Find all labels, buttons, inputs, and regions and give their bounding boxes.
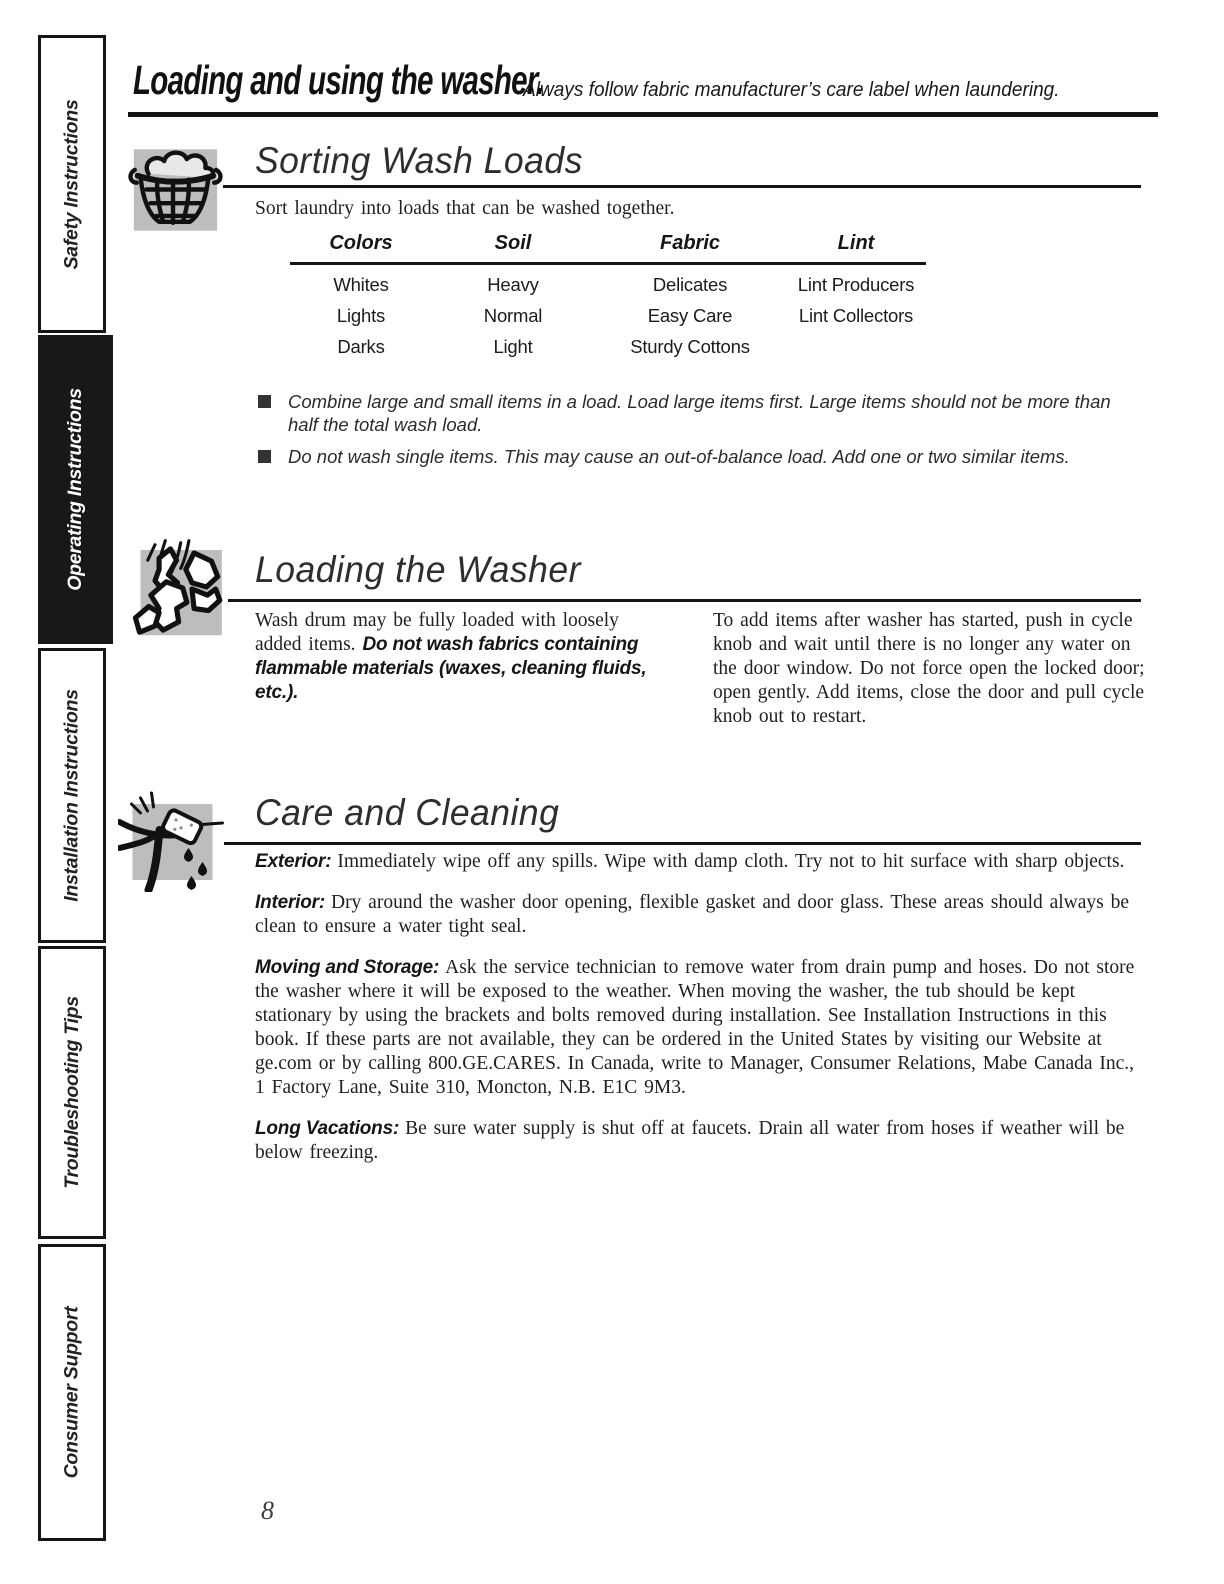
main-content — [130, 0, 1160, 1584]
sidebar-tab-label: Safety Instructions — [60, 99, 83, 269]
table-cell: Heavy — [487, 274, 539, 295]
loading-left-text: Wash drum may be fully loaded with loosely added items. — [255, 610, 619, 655]
sorting-intro-text: Sort laundry into loads that can be washed together. — [255, 198, 675, 219]
table-cell — [786, 327, 926, 358]
table-cell: Lights — [336, 305, 386, 326]
bullet-text: Do not wash single items. This may cause an out-of-balance load. Add one or two similar items. — [288, 446, 1070, 467]
tumbling-clothes-icon — [120, 531, 228, 647]
sidebar-tab-consumer-support — [38, 1244, 106, 1541]
care-paragraphs — [255, 850, 1143, 1182]
paragraph-text: Ask the service technician to remove water from drain pump and hoses. Do not store the washer where it will be exposed to the weather. When moving the washer, the tub should be kept stationary by using the brackets and bolts removed during installation. See Installation Instructions in this book. If these parts are not available, they can be ordered in the United States by visiting our Website at ge.com or by calling 800.GE.CARES. In Canada, write to Manager, Consumer Relations, Mabe Canada Inc., 1 Factory Lane, Suite 310, Moncton, N.B. E1C 9M3. — [255, 957, 1135, 1098]
loading-right-column: To add items after washer has started, push in cycle knob and wait until there is no longer any water on the door window. Do not force open the locked door; open gently. Add items, close the door and pull cycle knob out to restart. — [713, 610, 1145, 727]
list-item — [258, 445, 1138, 468]
sidebar-tab-label: Operating Instructions — [64, 388, 87, 591]
care-paragraph-moving-and-storage — [255, 956, 1143, 1100]
table-cell: Delicates — [652, 274, 728, 295]
table-cell: Normal — [483, 305, 543, 326]
paragraph-text: Dry around the washer door opening, flexible gasket and door glass. These areas should always be clean to ensure a water tight seal. — [255, 892, 1130, 937]
section-rule — [125, 185, 1141, 188]
list-item — [258, 390, 1138, 436]
sorting-bullet-list — [258, 390, 1138, 477]
paragraph-text: Be sure water supply is shut off at faucets. Drain all water from hoses if weather will be below freezing. — [255, 1118, 1125, 1163]
table-cell: Whites — [333, 274, 389, 295]
section-rule — [125, 842, 1141, 845]
table-header-lint: Lint — [786, 232, 926, 265]
care-paragraph-exterior — [255, 850, 1143, 874]
sidebar-tab-troubleshooting-tips — [38, 946, 106, 1239]
table-header-soil: Soil — [432, 232, 594, 265]
page-number: 8 — [261, 1496, 274, 1525]
sidebar-tab-label: Consumer Support — [60, 1306, 83, 1479]
table-cell: Lint Producers — [797, 274, 915, 295]
table-cell: Lint Collectors — [798, 305, 914, 326]
section-heading: Sorting Wash Loads — [255, 140, 583, 181]
section-heading: Care and Cleaning — [255, 792, 560, 833]
table-cell: Darks — [337, 336, 385, 357]
sidebar-tab-label: Installation Instructions — [60, 689, 83, 902]
loading-left-column — [255, 609, 667, 705]
table-header-colors: Colors — [290, 232, 432, 265]
page-title: Loading and using the washer. — [133, 57, 544, 103]
section-heading: Loading the Washer — [255, 549, 581, 590]
sponge-and-water-drops-icon — [118, 786, 224, 892]
square-bullet-icon — [258, 450, 271, 463]
paragraph-text: Immediately wipe off any spills. Wipe with damp cloth. Try not to hit surface with sharp objects. — [337, 851, 1125, 872]
paragraph-lead-in: Long Vacations: — [255, 1118, 400, 1139]
square-bullet-icon — [258, 395, 271, 408]
paragraph-lead-in: Interior: — [255, 892, 325, 913]
sidebar-tab-installation-instructions — [38, 648, 106, 943]
paragraph-lead-in: Exterior: — [255, 851, 332, 872]
table-header-fabric: Fabric — [594, 232, 786, 265]
table-cell: Sturdy Cottons — [630, 336, 750, 357]
sidebar-tab-label: Troubleshooting Tips — [60, 996, 83, 1189]
page-subtitle: Always follow fabric manufacturer’s care label when laundering. — [523, 78, 1060, 101]
care-paragraph-long-vacations — [255, 1117, 1143, 1165]
table-cell: Light — [493, 336, 533, 357]
sidebar-tab-safety-instructions — [38, 35, 106, 333]
title-rule — [128, 112, 1158, 117]
bullet-text: Combine large and small items in a load. Load large items first. Large items should not be more than half the total wash load. — [288, 391, 1111, 435]
paragraph-lead-in: Moving and Storage: — [255, 957, 440, 978]
care-paragraph-interior — [255, 891, 1143, 939]
sidebar-tab-operating-instructions — [38, 335, 113, 644]
wash-load-sorting-table — [290, 232, 926, 358]
sidebar-tab-strip — [0, 0, 130, 1584]
section-rule — [125, 599, 1141, 602]
loading-warning-text: Do not wash fabrics containing flammable materials (waxes, cleaning fluids, etc.). — [255, 634, 647, 703]
table-cell: Easy Care — [647, 305, 733, 326]
laundry-basket-icon — [125, 142, 223, 236]
